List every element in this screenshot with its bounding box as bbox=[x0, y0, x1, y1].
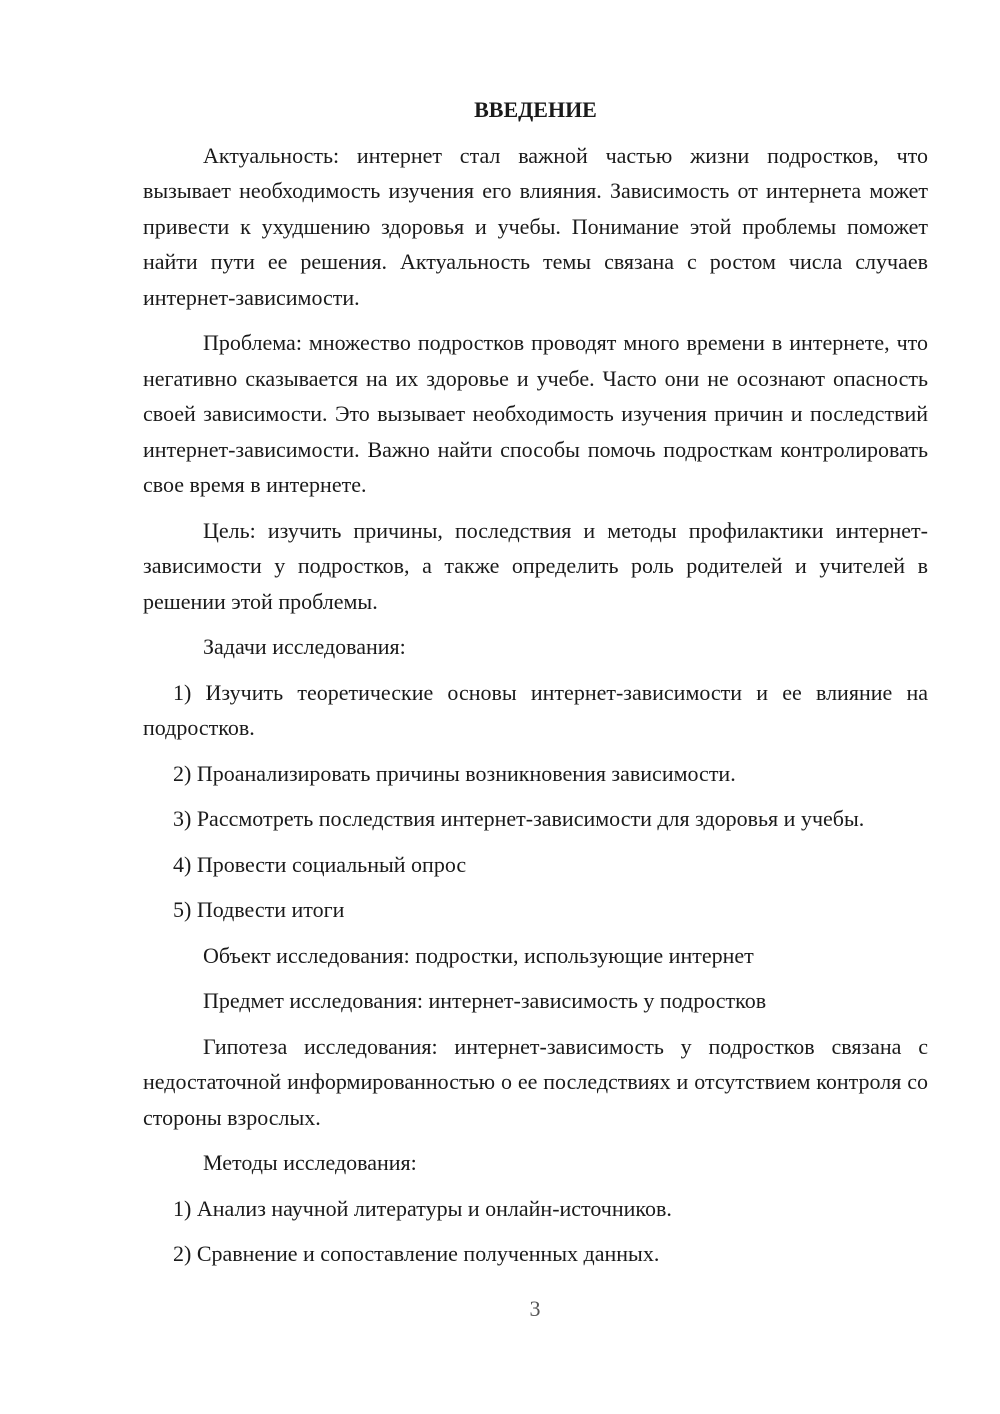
task-item-1: 1) Изучить теоретические основы интернет-зависимости и ее влияние на подростков. bbox=[143, 679, 928, 740]
task-item-3: 3) Рассмотреть последствия интернет-зависимости для здоровья и учебы. bbox=[173, 806, 865, 831]
method-item-2: 2) Сравнение и сопоставление полученных данных. bbox=[173, 1241, 660, 1266]
task-item-4: 4) Провести социальный опрос bbox=[173, 851, 467, 877]
task-item-5: 5) Подвести итоги bbox=[173, 897, 345, 922]
document-page bbox=[143, 92, 928, 1282]
page-number: 3 bbox=[529, 1296, 541, 1321]
methods-heading: Методы исследования: bbox=[203, 1150, 417, 1175]
problem-paragraph: Проблема: множество подростков проводят много времени в интернете, что негативно сказывается на их здоровье и учебе. Часто они не осознают опасность своей зависимости. Это вызывает необходимость изучения причин и последствий интернет-зависимости. Важно найти способы помочь подросткам контролировать свое время в интернете. bbox=[143, 330, 928, 497]
goal-paragraph: Цель: изучить причины, последствия и методы профилактики интернет-зависимости у подростков, а также определить роль родителей и учителей в решении этой проблемы. bbox=[143, 517, 928, 614]
object-paragraph: Объект исследования: подростки, использующие интернет bbox=[203, 942, 754, 968]
method-item-1: 1) Анализ научной литературы и онлайн-источников. bbox=[173, 1195, 672, 1221]
actuality-paragraph: Актуальность: интернет стал важной частью жизни подростков, что вызывает необходимость изучения его влияния. Зависимость от интернета может привести к ухудшению здоровья и учебы. Понимание этой проблемы поможет найти пути ее решения. Актуальность темы связана с ростом числа случаев интернет-зависимости. bbox=[143, 142, 928, 310]
section-title: ВВЕДЕНИЕ bbox=[474, 97, 597, 122]
subject-paragraph: Предмет исследования: интернет-зависимость у подростков bbox=[203, 988, 767, 1013]
task-item-2: 2) Проанализировать причины возникновения зависимости. bbox=[173, 760, 736, 786]
hypothesis-paragraph: Гипотеза исследования: интернет-зависимость у подростков связана с недостаточной информированностью о ее последствиях и отсутствием контроля со стороны взрослых. bbox=[143, 1033, 928, 1130]
tasks-heading: Задачи исследования: bbox=[203, 634, 406, 659]
